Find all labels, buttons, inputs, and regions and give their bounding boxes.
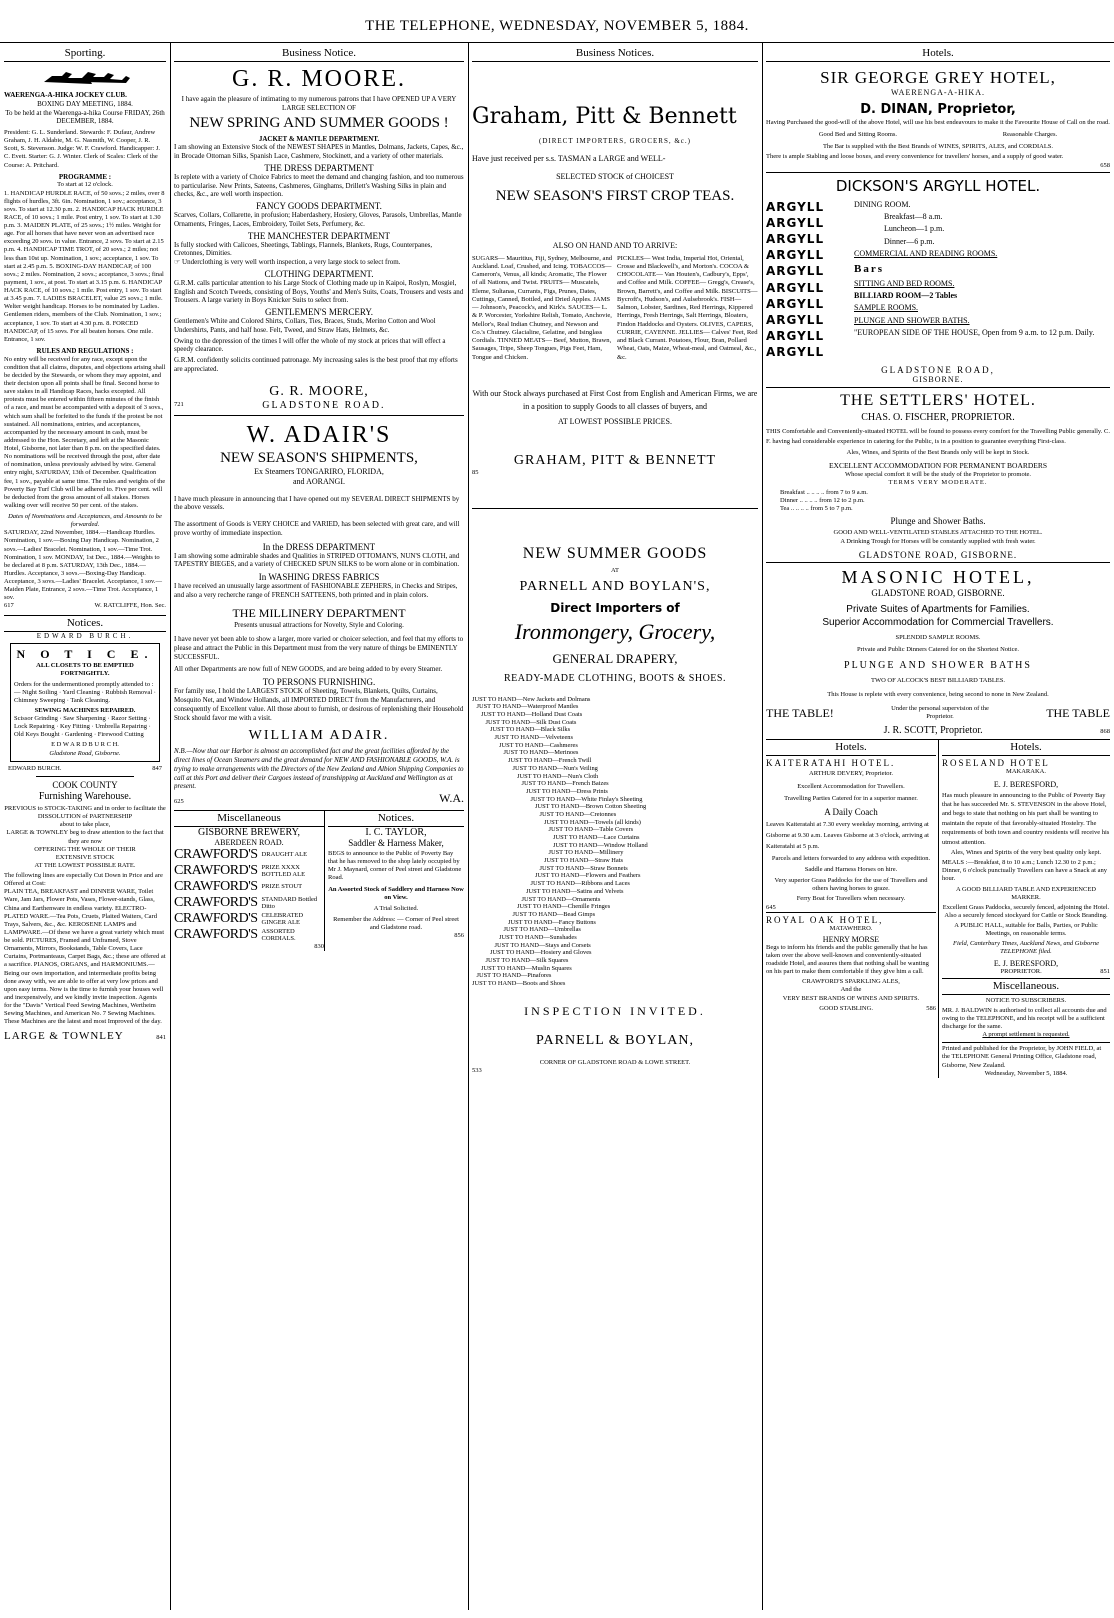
just-to-hand-item: JUST TO HAND—White Finlay's Sheeting: [530, 795, 643, 803]
washing-body: I have received an unusually large assortment of FASHIONABLE ZEPHERS, in Checks and Stripes, and also a very recherche range of FRENCH SATTEENS, both printed and in plain colors.: [174, 582, 458, 599]
argyll-features: [854, 199, 1110, 361]
beer-label: PRIZE STOUT: [261, 883, 303, 891]
ironmongery: Ironmongery, Grocery,: [514, 618, 716, 644]
argyll-stack: [766, 199, 854, 361]
permanent-boarders: EXCELLENT ACCOMMODATION FOR PERMANENT BOARDERS: [828, 461, 1048, 471]
column-sporting: [4, 46, 166, 1610]
new-spring-summer: NEW SPRING AND SUMMER GOODS !: [189, 114, 449, 131]
adair-initials: W.A.: [439, 791, 464, 805]
rules-heading: RULES AND REGULATIONS :: [36, 346, 134, 355]
at: AT: [611, 566, 619, 574]
dinan: D. DINAN, Proprietor,: [860, 102, 1016, 117]
roseland-ales: Ales, Wines and Spirits of the very best quality only kept.: [950, 849, 1102, 857]
moore-address: GLADSTONE ROAD.: [262, 399, 386, 411]
underclothing-text: Underclothing is very well worth inspection, a very large stock to select from.: [182, 258, 401, 266]
splendid: SPLENDID SAMPLE ROOMS.: [895, 633, 981, 641]
brewery-address: ABERDEEN ROAD.: [214, 838, 284, 847]
burch-notice: [10, 643, 160, 761]
gpb-title: Graham, Pitt & Bennett: [472, 104, 737, 129]
parnell-boylan: PARNELL AND BOYLAN'S,: [519, 578, 711, 594]
ad-number: 868: [1100, 728, 1110, 736]
best-brands: VERY BEST BRANDS OF WINES AND SPIRITS.: [782, 994, 920, 1002]
crawford-label: CRAWFORD'S: [174, 863, 258, 878]
mercery-heading: GENTLEMEN'S MERCERY.: [265, 307, 373, 317]
kaite-accommodation: Excellent Accommodation for Travellers.: [797, 782, 905, 790]
meal-time: Breakfast .. .. .. .. from 7 to 9 a.m.: [780, 489, 868, 497]
roseland-meals: MEALS :—Breakfast, 8 to 10 a.m.; Lunch 12.30 to 2 p.m.; Dinner, 6 o'clock punctually Travellers can have a Snack at any hour.: [942, 859, 1107, 883]
brewery-ad: [174, 811, 325, 951]
crawford-row: [174, 911, 324, 927]
pointing-hand-icon: ☞: [174, 258, 183, 266]
new-summer-goods: NEW SUMMER GOODS: [522, 544, 708, 562]
just-to-hand-item: JUST TO HAND—Towels (all kinds): [544, 818, 641, 826]
just-to-hand-item: JUST TO HAND—Muslin Squares: [481, 964, 572, 972]
grass-paddocks: Very superior Grass Paddocks for the use of Travellers and others having horses to graze.: [774, 877, 928, 893]
gpb-signature: GRAHAM, PITT & BENNETT: [513, 453, 717, 469]
large-townley-note: LARGE & TOWNLEY beg to draw attention to the fact that they are now: [6, 829, 164, 845]
taylor-stock: An Assorted Stock of Saddlery and Harness Now on View.: [328, 885, 464, 901]
just-to-hand-item: JUST TO HAND—Boots and Shoes: [472, 980, 566, 988]
dates: SATURDAY, 22nd November, 1884.—Handicap Hurdles. Nomination, 1 sov.—Boxing Day Handicap. Nomination, 2 sovs.—Ladies' Bracelet. Nomination, 1 sov.—Time Trot. Nomination, 1 sov. MONDAY, 1st Dec., 1884.—Weights to be declared at 8 p.m. SATURDAY, 13th Dec., 1884.—Hurdles. Acceptance, 3 sovs.—Boxing-Day Handicap. Acceptance, 3 sovs.—Ladies' Bracelet. Acceptance, 1 sov.—Maiden Plate, Entrance, 2 sovs.—Time Trot. Acceptance, 1 sov.: [4, 529, 162, 602]
column-business: [174, 46, 464, 1610]
dickson-argyll: DICKSON'S ARGYLL HOTEL.: [835, 176, 1041, 195]
reasonable: Reasonable Charges.: [1002, 131, 1058, 139]
roseland-papers: Field, Canterbury Times, Auckland News, and Gisborne TELEPHONE filed.: [953, 940, 1099, 956]
racehorse-icon: [4, 66, 166, 91]
sewing-repaired: SEWING MACHINES REPAIRED.: [34, 706, 136, 714]
just-to-hand-item: JUST TO HAND—Silk Dust Coats: [485, 718, 577, 726]
gpb-also: ALSO ON HAND AND TO ARRIVE:: [552, 240, 678, 250]
adair-never: I have never yet been able to show a larger, more varied or choicer selection, and feel that my efforts to please and attract the Public in this Department must from the very nature of things be EMINENTLY SUCCESSFUL.: [174, 635, 464, 661]
masonic-hotel: MASONIC HOTEL,: [841, 566, 1035, 587]
just-to-hand-item: JUST TO HAND—French Twill: [508, 757, 592, 765]
grey-bar: The Bar is supplied with the Best Brands of WINES, SPIRITS, ALES, and CORDIALS.: [822, 143, 1054, 151]
section-heading: Notices.: [4, 615, 166, 632]
roseland-hall: A PUBLIC HALL, suitable for Balls, Parties, or Public Meetings, on reasonable terms.: [954, 922, 1098, 938]
taylor-ad: [325, 811, 464, 951]
underclothing: [174, 258, 464, 267]
section-heading: Business Notice.: [174, 46, 464, 62]
just-to-hand-item: JUST TO HAND—Brown Cotton Sheeting: [535, 803, 647, 811]
sample-rooms: SAMPLE ROOMS.: [854, 303, 919, 313]
section-heading: Sporting.: [4, 46, 166, 62]
argyll-gisborne: GISBORNE.: [912, 374, 964, 384]
william-adair: WILLIAM ADAIR.: [248, 728, 390, 744]
good-stabling: GOOD STABLING.: [819, 1004, 873, 1012]
moore-signature: G. R. MOORE,: [269, 383, 369, 399]
devery: ARTHUR DEVERY, Proprietor.: [809, 770, 893, 778]
just-to-hand-item: JUST TO HAND—Black Silks: [490, 726, 571, 734]
just-to-hand-item: JUST TO HAND—Nun's Cloth: [517, 772, 599, 780]
lines: PLAIN TEA, BREAKFAST and DINNER WARE, Toilet Ware, Jam Jars, Flower Pots, Vases, Flower-stands, Glass, China and Earthenware in endless variety. ELECTRO-PLATED WARE.—Tea Pots, Cruets, Plaited Waiters, Card Trays, Salvers, &c., &c. KEROSENE LAMPS and LAMPWARE.—Of these we have a great variety which must be sold. PICTURES, Framed and Unframed, Stove Ornaments, Mirrors, Bookstands, Table Covers, Lace Curtains, Portmanteaus, Carpet Bags, &c.; these are offered at a sacrifice. PIANOS, ORGANS, and HARMONIUMS.—Being our own importation, and intermediate profits being done away with, we are able to offer at very low prices and upon easy terms. Now is the time to furnish your houses well and inexpensively, and we kindly invite inspection. Agents for the "Davis" Vertical Feed Sewing Machines, Wertheim Sewing Machines, and American No. 7 Sewing Machines. These Machines are the latest and most Improved of the day.: [4, 888, 166, 1026]
settlers-trough: A Drinking Trough for Horses will be constantly supplied with fresh water.: [840, 537, 1036, 545]
sparkling: CRAWFORD'S SPARKLING ALES,: [802, 978, 900, 986]
morse: HENRY MORSE: [822, 934, 880, 944]
scott: J. R. SCOTT, Proprietor.: [883, 725, 983, 737]
argyll-word: ARGYLL: [766, 296, 825, 311]
dates-heading: Dates of Nominations and Acceptances, and Amounts to be forwarded.: [8, 513, 162, 529]
header-rule: [0, 42, 1114, 43]
meal-time: Dinner .. .. .. .. from 12 to 2 p.m.: [780, 497, 865, 505]
notice-subtitle: ALL CLOSETS TO BE EMPTIED FORTNIGHTLY.: [36, 662, 134, 678]
persons-body: For family use, I hold the LARGEST STOCK of Sheeting, Towels, Blankets, Quilts, Curtains, Mosquito Net, and Window Hollands, all IMPORTED DIRECT from the Manufacturers, and consequently of Excellent value. All those about to furnish, or desirous of replenishing their Household Stock should favor me with a visit.: [174, 687, 464, 722]
ad-number: 851: [1100, 967, 1110, 975]
burch-name: EDWARD BURCH.: [8, 764, 62, 772]
dress-heading: THE DRESS DEPARTMENT: [264, 162, 374, 173]
crawford-row: [174, 879, 324, 895]
settlers-hotel: THE SETTLERS' HOTEL.: [840, 391, 1036, 409]
dinner: Dinner—6 p.m.: [884, 236, 935, 246]
roseland-body: Has much pleasure in announcing to the Public of Poverty Bay that he has succeeded Mr. S. STEVENSON in the above Hotel, and begs to state that nothing on his part shall be wanting to maintain the repute of that favorably-situated Hostelry. The requirements of both town and country residents will receive his utmost attention.: [942, 791, 1110, 846]
settlers-address: GLADSTONE ROAD, GISBORNE.: [858, 549, 1018, 560]
just-to-hand-item: JUST TO HAND—Flowers and Feathers: [535, 872, 641, 880]
breakfast: Breakfast—8 a.m.: [884, 212, 943, 222]
following: The following lines are especially Cut Down in Price and are Offered at Cost:: [4, 872, 163, 888]
adair-dress-heading: In the DRESS DEPARTMENT: [262, 541, 376, 552]
adair-other: All other Departments are now full of NEW GOODS, and are being added to by every Steamer.: [174, 664, 443, 673]
manchester-heading: THE MANCHESTER DEPARTMENT: [247, 230, 391, 241]
just-to-hand-item: JUST TO HAND—Chenille Fringes: [517, 903, 611, 911]
argyll-word: ARGYLL: [766, 248, 825, 263]
section-heading: Business Notices.: [472, 46, 758, 62]
gpb-importers: (DIRECT IMPORTERS, GROCERS, &c.): [538, 137, 691, 145]
just-to-hand-item: JUST TO HAND—Satins and Velvets: [526, 887, 624, 895]
gpb-teas: NEW SEASON'S FIRST CROP TEAS.: [495, 187, 735, 204]
just-to-hand-item: JUST TO HAND—Window Holland: [553, 841, 648, 849]
townley: LARGE & TOWNLEY: [4, 1030, 124, 1043]
settlers-stables: GOOD AND WELL-VENTILATED STABLES ATTACHED TO THE HOTEL.: [833, 529, 1043, 537]
the-table-right: THE TABLE: [1046, 705, 1110, 720]
settlers-plunge: Plunge and Shower Baths.: [890, 516, 986, 527]
crawford-label: CRAWFORD'S: [174, 911, 258, 926]
argyll-word: ARGYLL: [766, 312, 825, 327]
just-to-hand-item: JUST TO HAND—Fancy Buttons: [508, 918, 596, 926]
roseland-hotel: ROSELAND HOTEL: [942, 758, 1050, 769]
taylor-trade: Saddler & Harness Maker,: [348, 838, 444, 848]
daily-coach: A Daily Coach: [824, 806, 878, 817]
just-to-hand-item: JUST TO HAND—Umbrellas: [503, 926, 581, 934]
beer-label: CELEBRATED GINGER ALE: [261, 911, 304, 926]
beer-label: STANDARD Bottled Ditto: [261, 895, 318, 910]
clothing-body: G.R.M. calls particular attention to his Large Stock of Clothing made up in Kaipoi, Roslyn, Mosgiel, English and Scotch Tweeds, consisting of Boys, Youths' and Men's Suits, Coats, Trousers and vests and Trousers. A large variety in Boys Knicker Suits to select from.: [174, 278, 464, 305]
bars: Bars: [854, 262, 884, 275]
about: about to take place,: [59, 821, 111, 829]
boarders-comfort: Whose special comfort it will be the study of the Proprietor to promote.: [844, 470, 1032, 478]
ad-number: 617: [4, 602, 14, 610]
the-table-left: THE TABLE!: [766, 705, 834, 720]
publication-date: Wednesday, November 5, 1884.: [984, 1069, 1068, 1077]
washing-heading: In WASHING DRESS FABRICS: [258, 572, 380, 582]
just-to-hand-item: JUST TO HAND—Table Covers: [548, 826, 634, 834]
grey-hotel: SIR GEORGE GREY HOTEL,: [820, 68, 1056, 87]
just-to-hand-list: [472, 696, 758, 988]
terms: TERMS VERY MODERATE.: [888, 478, 988, 486]
prompt: A prompt settlement is requested.: [982, 1031, 1070, 1039]
argyll-gladstone: GLADSTONE ROAD,: [881, 364, 995, 375]
argyll-word: ARGYLL: [766, 215, 825, 230]
ready-made: READY-MADE CLOTHING, BOOTS & SHOES.: [504, 672, 726, 684]
plunge: PLUNGE AND SHOWER BATHS.: [854, 315, 970, 325]
argyll-word: ARGYLL: [766, 329, 825, 344]
column-business-notices: [472, 46, 758, 1610]
ad-number: 533: [472, 1066, 482, 1074]
section-heading: Hotels.: [766, 740, 936, 756]
just-to-hand-item: JUST TO HAND—Hosiery and Gloves: [490, 949, 592, 957]
shipments: NEW SEASON'S SHIPMENTS,: [220, 449, 418, 466]
pb-address: CORNER OF GLADSTONE ROAD & LOWE STREET.: [539, 1058, 691, 1066]
european: "EUROPEAN SIDE OF THE HOUSE, Open from 9 a.m. to 12 p.m. Daily.: [854, 328, 1095, 338]
billiard: BILLIARD ROOM—2 Tables: [854, 291, 958, 301]
beer-label: DRAUGHT ALE: [261, 851, 308, 859]
beer-label: ASSORTED CORDIALS.: [261, 927, 296, 942]
race-list: 1. HANDICAP HURDLE RACE, of 50 sovs.; 2 miles, over 8 flights of hurdles, 3ft. 6in. Nomination, 1 sov.; acceptance, 3 sovs. To start at 12.30 p.m. 2. HANDICAP HACK HURDLE RACE, of 10 sovs.; 1 mile. Post entry, 1 sov. To start at 1.30 p.m. 3. MAIDEN PLATE, of 25 sovs.; 1½ miles. Weight for age. For all horses that have never won an advertised race exceeding 20 sovs. in value. Entrance, 2 sovs. To start at 2.15 p.m. 4. HANDICAP TIME TROT, of 20 sovs.; 2 miles; not less than 10st up. Nomination, 1 sov.; acceptance, 1 sov. To start at 2.45 p.m. 5. BOXING-DAY HANDICAP, of 100 sovs.; 2 miles. Nomination, 2 sovs.; acceptance, 3 sovs.; final payment, 1 sov., at post. To start at 3.15 p.m. 6. HANDICAP HACK RACE, of 10 sovs.; 1 mile. Post entry, 1 sov. To start at 3.45 p.m. 7. LADIES BRACELET, value 25 sovs.; 1 mile. Welter weight handicap. Horses to be nominated by Ladies. Gentlemen riders, members of the Club. Nomination, 1 sov.; acceptance, 1 sov. To start at 4.30 p.m. 8. FORCED HANDICAP, of 15 sovs. For all beaten horses. One mile. Entrance, 1 sov.: [4, 189, 165, 343]
section-heading: Miscellaneous.: [942, 978, 1110, 995]
saddle-horses: Saddle and Harness Horses on hire.: [804, 866, 898, 874]
crawford-label: CRAWFORD'S: [174, 847, 258, 862]
roseland-billiard: A GOOD BILLIARD TABLE AND EXPERIENCED MARKER.: [955, 885, 1096, 901]
kaite-parties: Travelling Parties Catered for in a superior manner.: [784, 794, 918, 802]
adair-title: W. ADAIR'S: [246, 421, 392, 448]
just-to-hand-item: JUST TO HAND—Waterproof Mantles: [476, 703, 579, 711]
previous: PREVIOUS to STOCK-TAKING and in order to facilitate the: [4, 805, 166, 812]
cook-county: COOK COUNTY: [52, 779, 118, 790]
notice-body: Orders for the undermentioned promptly attended to :— Night Soiling · Yard Cleaning · Rubbish Removal · Chimney Sweeping · Tank Cleaning.: [14, 680, 156, 704]
gpb-received: Have just received per s.s. TASMAN a LARGE and WELL-: [472, 153, 666, 163]
programme: PROGRAMME :: [58, 172, 112, 181]
meal-times: [766, 489, 1110, 513]
ferry: Ferry Boat for Travellers when necessary.: [796, 895, 906, 903]
gpb-prices: AT LOWEST POSSIBLE PRICES.: [558, 417, 672, 427]
crawford-row: [174, 895, 324, 911]
just-to-hand-item: JUST TO HAND—Ribbons and Laces: [530, 880, 630, 888]
drapery: GENERAL DRAPERY,: [552, 650, 678, 666]
beresford-signature: E. J. BERESFORD,: [993, 958, 1059, 968]
just-to-hand-item: JUST TO HAND—Millinery: [548, 849, 624, 857]
adair-pleasure: I have much pleasure in announcing that I have opened out my SEVERAL DIRECT SHIPMENTS by the above vessels.: [174, 494, 460, 512]
luncheon: Luncheon—1 p.m.: [884, 224, 945, 234]
just-to-hand-item: JUST TO HAND—Pinafores: [476, 972, 552, 980]
ad-number: 586: [926, 1004, 936, 1012]
fischer: CHAS. O. FISCHER, PROPRIETOR.: [861, 411, 1015, 423]
column-rule: [170, 42, 171, 1610]
burch-name: EDWARD BURCH.: [36, 631, 134, 640]
start-time: To start at 12 o'clock.: [57, 181, 113, 189]
crawford-label: CRAWFORD'S: [174, 927, 258, 942]
ad-number: 658: [1100, 161, 1110, 169]
solicits: G.R.M. confidently solicits continued patronage. My increasing sales is the best proof that my efforts are appreciated.: [174, 356, 458, 373]
furnishing: Furnishing Warehouse.: [38, 791, 132, 802]
dining-room: DINING ROOM.: [854, 199, 911, 209]
rules: No entry will be received for any race, except upon the condition that all claims, disputes, and objections arising shall be decided by the Stewards, or whom they may appoint, and their decision upon all points shall be final. Second horse to save stakes in all Handicap Races, hacks excepted. All protests must be entered within fifteen minutes of the finish of a race, and must be accompanied with a deposit of 3 sovs., which sum shall be forfeited to the funds if the protest be not sustained. All nominations, entries, and acceptances, accompanied by the necessary amount in cash, must be addressed to the Hon. Secretary, and left at the Masonic Hotel, Gisborne, not later than 8 p.m. on the specified dates. No nominations will be received through the post, after date of nomination, unless previously advised by wire. General entry night, SATURDAY, 13th of December. Qualification fee, 1 sov., payable at same time. The rules and weights of the Poverty Bay Turf Club will be adhered to. Five per cent. will be deducted from the gross amount of all stakes. Horses walking over will receive 50 per cent. of the stakes.: [4, 355, 166, 509]
beresford: E. J. BERESFORD,: [993, 779, 1059, 789]
extensive: EXTENSIVE STOCK: [55, 853, 115, 861]
dinan-body: Having Purchased the good-will of the above Hotel, will use his best endeavours to make it the Favourite House of Call on the road.: [766, 119, 1110, 126]
fancy-heading: FANCY GOODS DEPARTMENT.: [256, 201, 382, 211]
meeting: BOXING DAY MEETING, 1884.: [37, 99, 133, 108]
masonic-plunge: PLUNGE AND SHOWER BATHS: [844, 659, 1032, 671]
sitting: SITTING AND BED ROOMS.: [854, 278, 955, 288]
millinery-sub: Presents unusual attractions for Novelty, Style and Coloring.: [234, 620, 404, 629]
lowest: AT THE LOWEST POSSIBLE RATE.: [34, 861, 136, 869]
just-to-hand-item: JUST TO HAND—Ornaments: [521, 895, 601, 903]
moore-intro: I have again the pleasure of intimating to my numerous patrons that I have OPENED UP A VERY LARGE SELECTION OF: [181, 95, 457, 112]
aorangi: and AORANGI.: [293, 476, 345, 486]
taylor-address: Remember the Address: — Corner of Peel street and Gladstone road.: [333, 915, 459, 931]
millinery-heading: THE MILLINERY DEPARTMENT: [232, 605, 406, 620]
moore-title: G. R. MOORE.: [231, 66, 406, 92]
taylor-name: I. C. TAYLOR,: [365, 827, 427, 838]
just-to-hand-item: JUST TO HAND—New Jackets and Dolmans: [472, 695, 591, 703]
column-hotels: [766, 46, 1110, 1610]
roseland-ad: [939, 740, 1110, 1077]
signature: W. RATCLIFFE,: [94, 602, 139, 610]
taylor-trial: A Trial Solicited.: [373, 904, 419, 912]
ad-number: 625: [174, 797, 184, 805]
adair-dress-body: I am showing some admirable shades and Qualities in STRIPED OTTOMAN'S, NUN'S CLOTH, and TAPESTRY BIEGES, and a variety of CHECKED SPUN SILKS to be worn alone or in combination.: [174, 551, 460, 569]
meeting-held: To be held at the Waerenga-a-hika Course FRIDAY, 26th DECEMBER, 1884.: [5, 108, 165, 126]
ad-number: 645: [766, 903, 776, 911]
just-to-hand-item: JUST TO HAND—Nun's Veiling: [512, 764, 598, 772]
burch-signature: E D W A R D B U R C H.: [51, 741, 119, 749]
ad-number: 85: [472, 469, 479, 477]
ad-number: 830: [314, 943, 324, 950]
fancy-body: Scarves, Collars, Collarette, in profusion; Haberdashery, Hosiery, Gloves, Parasols, Umbrellas, Mantle Ornaments, Fringes, Laces, Embroidery, Toilet Sets, Perfumery, &c.: [174, 211, 462, 228]
mercery-body: Gentlemen's White and Colored Shirts, Collars, Ties, Braces, Studs, Merino Cotton and Wool Undershirts, Pants, and half hose. Felt, Tweed, and Straw Hats, Helmets, &c.: [174, 317, 436, 334]
just-to-hand-item: JUST TO HAND—French Baizes: [521, 780, 609, 788]
kaiteratahi-hotel: KAITERATAHI HOTEL.: [766, 758, 896, 769]
ad-number: 841: [156, 1034, 166, 1042]
settlers-body: THIS Comfortable and Conveniently-situated HOTEL will be found to possess every comfort for the Travelling Public generally. C. F. having had considerable experience in catering for the Public, is in a position to guarantee everything First-class.: [766, 427, 1110, 445]
adair-nb: N.B.—Now that our Harbor is almost an accomplished fact and the great facilities afforded by the direct lines of Ocean Steamers and the great demand for NEW AND FASHIONABLE GOODS, W.A. is trying to make arrangements with the Directors of the New Zealand and Albion Shipping Companies to call at this Port and deliver their Cargoes instead of transhipping at Auckland and Wellington as at present.: [174, 747, 464, 791]
gpb-left-list: SUGARS— Mauritius, Fiji, Sydney, Melbourne, and Auckland. Loaf, Crushed, and Icing. TOBACCOS— Cameron's, Venus, all kinds; Aromatic, The Flower of all Nations, and Twist. FRUITS— Muscatels, Eleme, Sultanas, Currants, Figs, Prunes, Dates, Cuttings, Canned, Bottled, and Dried Apples. JAMS— Johnson's, Peacock's, and Kirk's. SAUCES— L. & P. Worcester, Yorkshire Relish, Tomato, Anchovie, Mellor's, Real Indian Chutney, and Newson and Co.'s Chutney. Glacialine, Gelatine, and Isinglass Cordials. TINNED MEATS— Beef, Mutton, Brawn, Sausages, Tripe, Sheep Tongues, Pigs Feet, Ham, Tongue and Chicken.: [472, 254, 613, 361]
crawford-row: [174, 863, 324, 879]
gpb-selected: SELECTED STOCK of CHOICEST: [556, 171, 674, 181]
table-supervision: Under the personal supervision of the Proprietor.: [891, 705, 989, 721]
services: Scissor Grinding · Saw Sharpening · Razor Setting · Lock Repairing · Key Fitting · Umbrella Repairing · Old Keys Bought · Gardening · Firewood Cutting: [14, 715, 151, 739]
column-rule: [468, 42, 469, 1610]
just-to-hand-item: JUST TO HAND—Straw Bonnets: [539, 864, 628, 872]
matawhero: MATAWHERO.: [829, 924, 873, 932]
just-to-hand-item: JUST TO HAND—Bead Gimps: [512, 910, 596, 918]
brewery-name: GISBORNE BREWERY,: [197, 827, 301, 838]
column-rule: [762, 42, 763, 1610]
just-to-hand-item: JUST TO HAND—Merinoes: [503, 749, 579, 757]
masonic-address: GLADSTONE ROAD, GISBORNE.: [871, 587, 1005, 598]
meal-time: Tea .. .. .. .. from 5 to 7 p.m.: [780, 505, 853, 513]
direct-importers: Direct Importers of: [550, 600, 680, 615]
manchester-body: Is fully stocked with Calicoes, Sheetings, Tablings, Flannels, Blankets, Rugs, Counterpanes, Cretonnes, Dimities.: [174, 240, 433, 258]
ad-number: 847: [152, 764, 162, 772]
good-bed: Good Bed and Sitting Rooms.: [818, 131, 898, 139]
persons-heading: TO PERSONS FURNISHING.: [262, 677, 376, 688]
just-to-hand-item: JUST TO HAND—Stays and Corsets: [494, 941, 591, 949]
club-name: WAERENGA-A-HIKA JOCKEY CLUB.: [4, 91, 127, 99]
section-heading: Hotels.: [766, 46, 1110, 62]
gpb-with: With our Stock always purchased at First Cost from English and American Firms, we are in a position to supply Goods to all classes of buyers, and: [472, 388, 758, 411]
gpb-right-list: PICKLES— West India, Imperial Hot, Oriental, Crosse and Blackwell's, and Morton's. COCOA & CHOCOLATE— Van Houten's, Cadbury's, Epps', and Coffee and Milk. COFFEE— Gregg's, Crease's, Brown, Barrett's, and Coffee and Milk. BISCUITS— Bycroft's, Hudson's, and Aulsebrook's. FISH— Salmon, Lobster, Sardines, Red Herrings, Kippered Herrings, Fresh Herrings, Salt Herrings, Bloaters, Findon Haddocks and Oysters. OLIVES, CAPERS, CURRIE, CAYENNE. JELLIES— Calves' Feet, Red and Black Currant. Potatoes, Flour, Bran, Pollard Wheat, Oats, Maize, Wheat-meal, and Oatmeal, &c., &c.: [617, 254, 758, 361]
proprietor: PROPRIETOR.: [1000, 967, 1042, 975]
morse-body: Begs to inform his friends and the public generally that he has taken over the above well-known and conveniently-situated roadside Hotel, and assures them that nothing shall be wanting on his part to make them comfortable if they give him a call.: [766, 943, 929, 976]
printed-by: Printed and published for the Proprietor, by JOHN FIELD, at the TELEPHONE General Printing Office, Gladstone road, Gisborne, New Zealand.: [942, 1042, 1110, 1069]
kaiteratahi-ad: [766, 740, 939, 1077]
superior: Superior Accommodation for Commercial Travellers.: [822, 616, 1054, 628]
just-to-hand-item: JUST TO HAND—Dress Prints: [526, 787, 608, 795]
royal-oak: ROYAL OAK HOTEL,: [766, 914, 884, 925]
beer-label: PRIZE XXXX BOTTLED ALE: [261, 863, 306, 878]
ad-number: 856: [454, 932, 464, 940]
crawford-row: [174, 927, 324, 943]
grey-stabling: There is ample Stabling and loose boxes, and every convenience for travellers' horses, and a supply of good water.: [766, 153, 1064, 161]
dinners: Private and Public Dinners Catered for on the Shortest Notice.: [856, 645, 1020, 653]
signature-title: Hon. Sec.: [140, 602, 166, 610]
inspection: INSPECTION INVITED.: [524, 1003, 706, 1018]
argyll-word: ARGYLL: [766, 199, 825, 214]
baldwin: MR. J. BALDWIN is authorised to collect all accounts due and owing to the TELEPHONE, and his receipt will be a sufficient discharge for the same.: [942, 1006, 1107, 1031]
notice-title: N O T I C E.: [16, 647, 154, 662]
and-the: And the: [840, 986, 862, 994]
just-to-hand-item: JUST TO HAND—Velveteens: [494, 734, 573, 742]
steamers: Ex Steamers TONGARIRO, FLORIDA,: [254, 466, 384, 476]
just-to-hand-item: JUST TO HAND—Straw Hats: [544, 857, 623, 865]
officials: President: G. L. Sunderland. Stewards: F. Dufaur, Andrew Graham, J. H. Aldabie, M. G. Nasmith, W. Cooper, J. R. Scott, S. Stevenson. Judge: W. F. Crawford. Handicapper: J. C. Evett. Starter: G. J. Winter. Clerk of Scales: Clerk of the Course: A. Pritchard.: [4, 129, 161, 169]
masonic-replete: This House is replete with every convenience, being second to none in New Zealand.: [827, 691, 1049, 699]
notice-subscribers: NOTICE TO SUBSCRIBERS.: [985, 996, 1067, 1004]
grey-location: WAERENGA-A-HIKA.: [891, 88, 985, 97]
argyll-word: ARGYLL: [766, 345, 825, 360]
taylor-begs: BEGS to announce to the Public of Poverty Bay that he has removed to the shop lately occupied by Mr J. Maynard, corner of Peel street and Gladstone Road.: [328, 850, 462, 882]
offering: OFFERING THE WHOLE OF THEIR: [34, 845, 136, 853]
just-to-hand-item: JUST TO HAND—Lace Curtains: [553, 834, 640, 842]
just-to-hand-item: JUST TO HAND—Holland Dust Coats: [481, 711, 583, 719]
private-suites: Private Suites of Apartments for Families.: [846, 603, 1030, 615]
masthead: THE TELEPHONE, WEDNESDAY, NOVEMBER 5, 1884.: [365, 18, 749, 34]
owing: Owing to the depression of the times I will offer the whole of my stock at prices that will effect a speedy clearance.: [174, 336, 446, 354]
alcock: TWO OF ALCOCK'S BEST BILLIARD TABLES.: [870, 676, 1006, 684]
argyll-word: ARGYLL: [766, 232, 825, 246]
settlers-ales: Ales, Wines, and Spirits of the Best Brands only will be kept in Stock.: [846, 449, 1030, 457]
adair-assortment: The assortment of Goods is VERY CHOICE and VARIED, has been selected with great care, and will prove worthy of immediate inspection.: [174, 520, 460, 537]
dissolution: DISSOLUTION of PARTNERSHIP: [37, 813, 133, 821]
clothing-heading: CLOTHING DEPARTMENT.: [264, 268, 374, 279]
section-heading: Miscellaneous: [174, 811, 324, 827]
just-to-hand-item: JUST TO HAND—Silk Squares: [485, 957, 569, 965]
just-to-hand-item: JUST TO HAND—Cretonnes: [539, 810, 617, 818]
crawford-list: [174, 847, 324, 943]
dress-body: Is replete with a variety of Choice Fabrics to meet the demand and changing fashion, and too numerous to particularise. New Prints, Sateens, Cashmeres, Ginghams, Drillett's Washing Silks in plain and checks, &c., are well worth inspection.: [174, 172, 464, 199]
makaraka: MAKARAKA.: [1006, 768, 1046, 776]
burch-address: Gladstone Road, Gisborne.: [49, 749, 121, 757]
crawford-label: CRAWFORD'S: [174, 879, 258, 894]
argyll-word: ARGYLL: [766, 280, 825, 295]
jacket-body: I am showing an Extensive Stock of the NEWEST SHAPES in Mantles, Dolmans, Jackets, Capes, &c., in Brocade Ottoman Silks, Spanish Lace, Cashmere, Stockinett, and a variety of other materials.: [174, 143, 464, 160]
jacket-heading: JACKET & MANTLE DEPARTMENT.: [258, 134, 380, 143]
crawford-row: [174, 847, 324, 863]
commercial: COMMERCIAL AND READING ROOMS.: [854, 249, 998, 259]
just-to-hand-item: JUST TO HAND—Sunshades: [499, 933, 577, 941]
section-heading: Hotels.: [942, 740, 1110, 756]
just-to-hand-item: JUST TO HAND—Cashmeres: [499, 741, 578, 749]
coach-body: Leaves Kaiteratahi at 7.30 every weekday morning, arriving at Gisborne at 9.30 a.m. Leaves Gisborne at 3 o'clock, arriving at Kaiteratahi at 5 p.m.: [766, 820, 929, 850]
section-heading: Notices.: [328, 811, 464, 827]
roseland-paddocks: Excellent Grass Paddocks, securely fenced, adjoining the Hotel. Also a securely fenced stockyard for Cattle or Stock Branding.: [942, 903, 1110, 919]
parcels: Parcels and letters forwarded to any address with expedition.: [771, 854, 931, 862]
pb-signature: PARNELL & BOYLAN,: [536, 1032, 694, 1048]
crawford-label: CRAWFORD'S: [174, 895, 258, 910]
ad-number: 721: [174, 400, 184, 408]
argyll-word: ARGYLL: [766, 264, 825, 279]
